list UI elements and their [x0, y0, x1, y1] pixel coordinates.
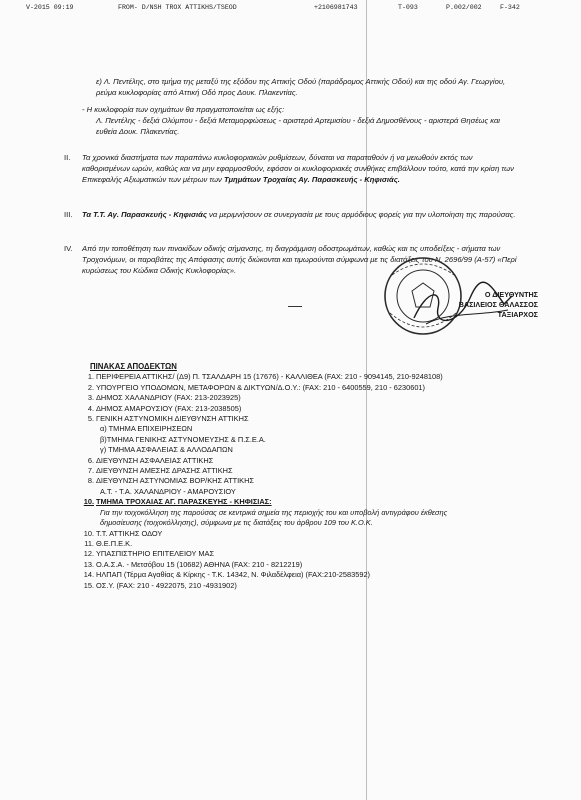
- paragraph-coordination: [82, 209, 518, 220]
- list-item-number: 10.: [83, 528, 94, 538]
- list-item-number: 3.: [87, 393, 94, 403]
- list-item-text: Ο.Α.Σ.Α. - Μετσόβου 15 (10682) ΑΘΗΝΑ (FAX: 210 - 8212219): [96, 559, 303, 569]
- list-item: [78, 560, 498, 570]
- signature-role: Ο ΔΙΕΥΘΥΝΤΗΣ: [484, 290, 538, 299]
- fax-t-code: T-093: [398, 4, 418, 11]
- list-item: [78, 529, 498, 539]
- list-item: [78, 466, 498, 476]
- fax-page-count: P.002/002: [446, 4, 482, 11]
- section-number-3: III.: [64, 210, 73, 219]
- list-item: [78, 456, 498, 466]
- distribution-item-10: [78, 497, 498, 507]
- list-item-text: ΔΙΕΥΘΥΝΣΗ ΑΜΕΣΗΣ ΔΡΑΣΗΣ ΑΤΤΙΚΗΣ: [96, 466, 233, 476]
- list-item: [78, 549, 498, 559]
- paragraph-epsilon: ε) Λ. Πεντέλης, στο τμήμα της μεταξύ της εξόδου της Αττικής Οδού (παράδρομος Αττικής Οδού) και της οδού Αγ. Γεωργίου, ρεύμα κυκλοφορίας από Αττική Οδό προς Δουκ. Πλακεντίας.: [96, 77, 506, 97]
- signature-block: [418, 290, 538, 320]
- list-item: [78, 404, 498, 414]
- list-item-text: ΥΠΑΣΠΙΣΤΗΡΙΟ ΕΠΙΤΕΛΕΙΟΥ ΜΑΣ: [96, 549, 215, 559]
- paragraph-traffic-intro: - Η κυκλοφορία των οχημάτων θα πραγματοποιείται ως εξής:: [82, 105, 285, 114]
- list-item-text: ΟΣ.Υ. (FAX: 210 - 4922075, 210 -4931902): [96, 580, 237, 590]
- distribution-item-8-subitem: Α.Τ. - Τ.Α. ΧΑΛΑΝΔΡΙΟΥ - ΑΜΑΡΟΥΣΙΟΥ: [100, 486, 236, 496]
- list-item-text: ΔΙΕΥΘΥΝΣΗ ΑΣΦΑΛΕΙΑΣ ΑΤΤΙΚΗΣ: [96, 455, 214, 465]
- distribution-item-5-subitems: [78, 424, 498, 455]
- list-item: [78, 383, 498, 393]
- distribution-item-10-note: Για την τοιχοκόλληση της παρούσας σε κεντρικά σημεία της περιοχής του και υποβολή αντιγράφου έκθεσης δημοσίευσης (τοιχοκόλλησης), σύμφωνα με τις διατάξεις του άρθρου 109 του Κ.Ο.Κ.: [100, 507, 448, 528]
- list-item: [78, 476, 498, 486]
- list-item-number: 14.: [83, 570, 94, 580]
- list-item-number: 4.: [87, 403, 94, 413]
- list-item-number: 11.: [84, 538, 94, 548]
- list-item: [78, 372, 498, 382]
- list-item-text: ΗΛΠΑΠ (Τέρμα Αγαθίας & Κίρκης - Τ.Κ. 14342, Ν. Φιλαδέλφεια) (FAX:210-2583592): [96, 570, 371, 580]
- list-item-text: ΔΗΜΟΣ ΧΑΛΑΝΔΡΙΟΥ (FAX: 213-2023925): [96, 393, 241, 403]
- list-item: [78, 539, 498, 549]
- list-subitem: γ) ΤΜΗΜΑ ΑΣΦΑΛΕΙΑΣ & ΑΛΛΟΔΑΠΩΝ: [100, 445, 233, 455]
- distribution-title: ΠΙΝΑΚΑΣ ΑΠΟΔΕΚΤΩΝ: [90, 362, 177, 371]
- list-item-number: 10.: [83, 497, 94, 507]
- list-item-number: 12.: [83, 549, 94, 559]
- list-item-text: Θ.Ε.Π.Ε.Κ.: [96, 538, 133, 548]
- signature-rank: ΤΑΞΙΑΡΧΟΣ: [497, 310, 538, 319]
- paragraph-penalties: Από την τοποθέτηση των πινακίδων οδικής σήμανσης, τη διαγράμμιση οδοστρωμάτων, καθώς και τις υποδείξεις - σήματα των Τροχονόμων, οι παραβάτες της Απόφασης αυτής διώκονται και τιμωρούνται σύμφωνα με τις διατάξεις του Ν. 2696/99 (Α-57) «Περί κυρώσεως του Κώδικα Οδικής Κυκλοφορίας».: [82, 244, 517, 275]
- separator-dash: [288, 306, 302, 307]
- list-item-text: ΔΗΜΟΣ ΑΜΑΡΟΥΣΙΟΥ (FAX: 213-2038505): [96, 403, 242, 413]
- list-item-number: 5.: [87, 414, 94, 424]
- fax-date: V-2015 09:19: [26, 4, 74, 11]
- fax-header: [6, 4, 575, 16]
- list-item-number: 1.: [87, 372, 94, 382]
- list-item: [78, 581, 498, 591]
- section-number-4: IV.: [64, 244, 73, 253]
- paragraph-time-intervals-text: Τα χρονικά διαστήματα των παραπάνω κυκλοφοριακών ρυθμίσεων, δύναται να παραταθούν ή να μειωθούν εκτός των καθορισμένων ωρών, καθώς και να μην εφαρμοσθούν, εφόσον οι κυκλοφοριακές συνθήκες επιβάλλουν τούτο, κατά την κρίση των Επικεφαλής Αξιωματικών των μέτρων των: [82, 153, 514, 184]
- paragraph-time-intervals: [82, 152, 518, 185]
- paragraph-coordination-text: να μεριμνήσουν σε συνεργασία με τους αρμόδιους φορείς για την υλοποίηση της παρούσας.: [206, 210, 516, 219]
- list-item-number: 13.: [83, 559, 94, 569]
- paragraph-time-intervals-units: Τμημάτων Τροχαίας Αγ. Παρασκευής - Κηφισιάς.: [223, 175, 400, 184]
- fax-code: F-342: [500, 4, 520, 11]
- paragraph-traffic-route: Λ. Πεντέλης - δεξιά Ολύμπου - δεξιά Μεταμορφώσεως - αριστερά Αρτεμισίου - δεξιά Δημοσθένους - αριστερά Θησέως και ευθεία Δουκ. Πλακεντίας.: [96, 116, 500, 136]
- list-item-text: ΠΕΡΙΦΕΡΕΙΑ ΑΤΤΙΚΗΣ/ (Δ9) Π. ΤΣΑΛΔΑΡΗ 15 (17676) - ΚΑΛΛΙΘΕΑ (FAX: 210 - 9094145, 210-9248108): [96, 372, 443, 382]
- list-item: [78, 414, 498, 424]
- list-item-text: ΓΕΝΙΚΗ ΑΣΤΥΝΟΜΙΚΗ ΔΙΕΥΘΥΝΣΗ ΑΤΤΙΚΗΣ: [96, 414, 249, 424]
- signature-name: ΒΑΣΙΛΕΙΟΣ ΘΑΛΑΣΣΟΣ: [458, 300, 538, 309]
- distribution-items-10-15: [78, 529, 498, 591]
- list-item: [78, 570, 498, 580]
- list-item-text: Τ.Τ. ΑΤΤΙΚΗΣ ΟΔΟΥ: [96, 528, 163, 538]
- distribution-items-6-8: [78, 456, 498, 487]
- fax-from: FROM- D/NSH TROX ATTIKHS/TSEOD: [118, 4, 237, 11]
- list-item-number: 15.: [83, 580, 94, 590]
- list-item: [78, 393, 498, 403]
- list-item-text: ΔΙΕΥΘΥΝΣΗ ΑΣΤΥΝΟΜΙΑΣ ΒΟΡ/ΚΗΣ ΑΤΤΙΚΗΣ: [96, 476, 254, 486]
- paragraph-coordination-units: Τα Τ.Τ. Αγ. Παρασκευής - Κηφισιάς: [82, 210, 207, 219]
- distribution-items-1-5: [78, 372, 498, 424]
- fax-phone: +2106981743: [314, 4, 358, 11]
- list-item-text: ΥΠΟΥΡΓΕΙΟ ΥΠΟΔΟΜΩΝ, ΜΕΤΑΦΟΡΩΝ & ΔΙΚΤΥΩΝ/Δ.Ο.Υ.: (FAX: 210 - 6400559, 210 - 6230601): [96, 382, 426, 392]
- list-subitem: β)ΤΜΗΜΑ ΓΕΝΙΚΗΣ ΑΣΤΥΝΟΜΕΥΣΗΣ & Π.Σ.Ε.Α.: [100, 434, 266, 444]
- list-item-number: 8.: [87, 476, 94, 486]
- list-subitem: α) ΤΜΗΜΑ ΕΠΙΧΕΙΡΗΣΕΩΝ: [100, 424, 193, 434]
- distribution-list: [78, 362, 498, 591]
- list-item-text: ΤΜΗΜΑ ΤΡΟΧΑΙΑΣ ΑΓ. ΠΑΡΑΣΚΕΥΗΣ - ΚΗΦΙΣΙΑΣ:: [96, 497, 272, 507]
- list-item-number: 2.: [87, 382, 94, 392]
- list-item-number: 7.: [87, 466, 94, 476]
- section-number-2: II.: [64, 153, 71, 162]
- list-item-number: 6.: [87, 455, 94, 465]
